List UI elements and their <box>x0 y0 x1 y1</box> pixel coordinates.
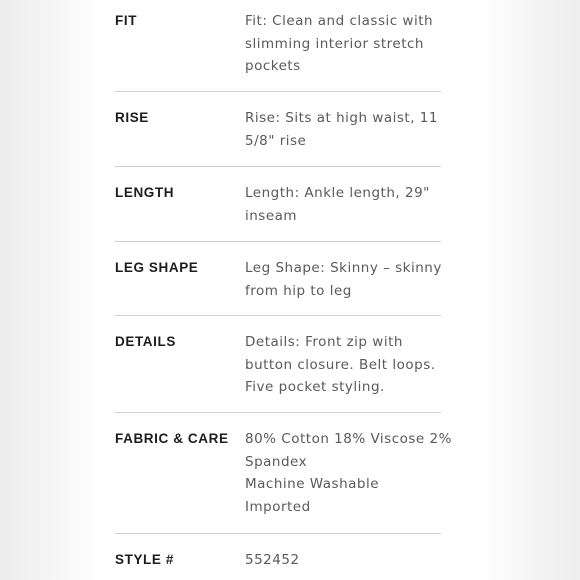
spec-label-leg-shape: LEG SHAPE <box>115 260 199 275</box>
spec-value-fabric-care <box>245 428 452 519</box>
spec-label-fit: FIT <box>115 13 138 28</box>
spec-value-line: Machine Washable <box>245 476 380 493</box>
spec-row-leg-shape <box>115 242 441 316</box>
spec-value-length <box>245 182 441 227</box>
spec-label-fabric-care: FABRIC & CARE <box>115 431 229 446</box>
spec-label-style-number: STYLE # <box>115 552 174 567</box>
spec-row-rise <box>115 92 441 167</box>
spec-value-line: Imported <box>245 499 311 516</box>
spec-value-leg-shape <box>245 257 441 302</box>
spec-value-line: Spandex <box>245 453 308 470</box>
spec-value-line: inseam <box>245 207 298 224</box>
spec-value-line: button closure. Belt loops. <box>245 356 436 373</box>
spec-value-line: slimming interior stretch <box>245 35 424 52</box>
spec-value-line: Leg Shape: Skinny – skinny <box>245 260 442 276</box>
spec-value-line: Length: Ankle length, 29" <box>245 185 430 201</box>
spec-row-fit <box>115 0 441 92</box>
spec-value-line: from hip to leg <box>245 282 352 299</box>
spec-value-fit <box>245 10 441 78</box>
spec-value-style-number <box>245 549 441 572</box>
spec-label-details: DETAILS <box>115 334 176 349</box>
spec-value-rise <box>245 107 441 152</box>
spec-row-length <box>115 167 441 242</box>
spec-value-line: Five pocket styling. <box>245 379 385 396</box>
spec-value-line: Details: Front zip with <box>245 334 403 350</box>
spec-label-rise: RISE <box>115 110 149 125</box>
spec-row-fabric-care <box>115 413 452 534</box>
spec-label-length: LENGTH <box>115 185 175 200</box>
spec-value-details <box>245 331 441 399</box>
spec-value-line: 80% Cotton 18% Viscose 2% <box>245 431 452 447</box>
product-spec-table <box>115 0 452 580</box>
spec-value-line: pockets <box>245 58 301 75</box>
spec-value-line: 552452 <box>245 552 300 568</box>
spec-value-line: Fit: Clean and classic with <box>245 13 434 29</box>
spec-value-line: 5/8" rise <box>245 132 307 149</box>
spec-row-style-number <box>115 534 441 580</box>
spec-value-line: Rise: Sits at high waist, 11 <box>245 110 438 126</box>
spec-row-details <box>115 316 441 413</box>
